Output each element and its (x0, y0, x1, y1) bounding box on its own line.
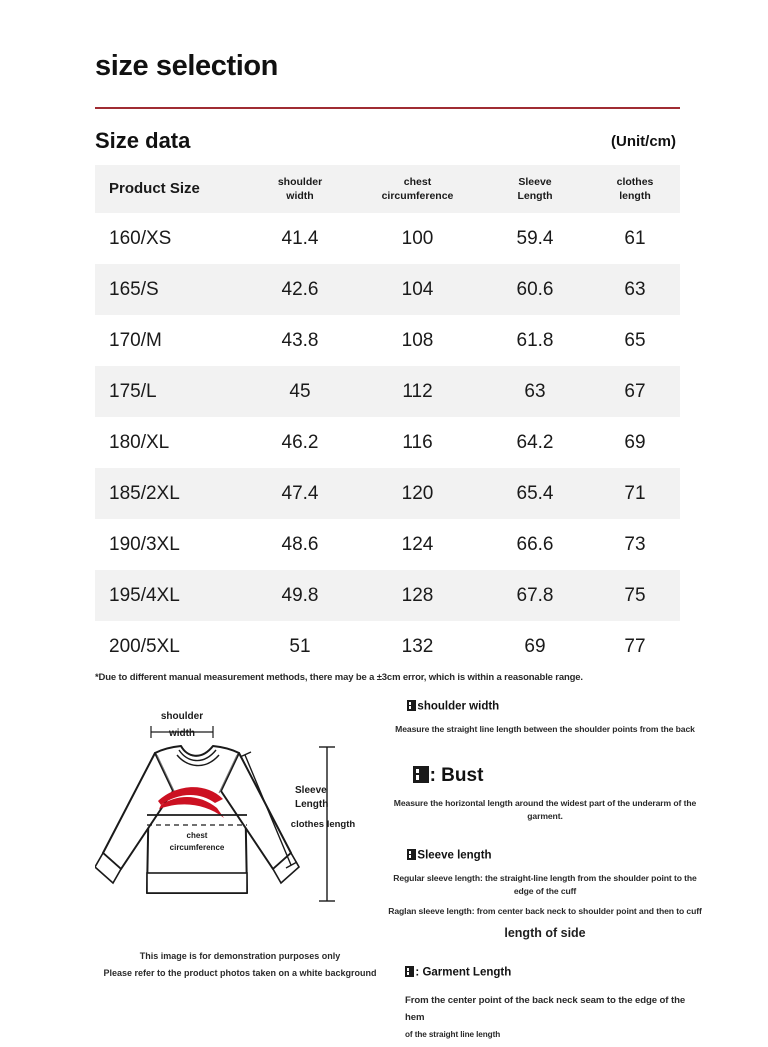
table-row (95, 621, 680, 672)
header-line-2: circumference (381, 190, 454, 202)
table-row (95, 468, 680, 519)
cell-clothes-length: 69 (590, 417, 680, 468)
table-row (95, 519, 680, 570)
cell-shoulder-width: 51 (245, 621, 355, 672)
side-length-label: length of side (504, 926, 586, 941)
instruction-garment-length (385, 966, 705, 1043)
cell-shoulder-width: 47.4 (245, 468, 355, 519)
column-header-shoulder-width (245, 165, 355, 213)
column-header-sleeve-length (480, 165, 590, 213)
cell-chest-circumference: 104 (355, 264, 480, 315)
cell-sleeve-length: 61.8 (480, 315, 590, 366)
header-line-1: shoulder (277, 175, 323, 188)
demonstration-note (95, 948, 385, 982)
garment-length-heading (405, 966, 705, 979)
header-line-2: Length (517, 190, 553, 202)
cell-chest-circumference: 124 (355, 519, 480, 570)
cell-chest-circumference: 116 (355, 417, 480, 468)
garment-length-body-line2 (405, 1027, 705, 1044)
unit-label: (Unit/cm) (611, 132, 676, 150)
accent-divider (95, 107, 680, 109)
demo-note-line-1: This image is for demonstration purposes only (139, 951, 341, 961)
cell-clothes-length: 67 (590, 366, 680, 417)
cell-size: 190/3XL (95, 519, 245, 570)
cell-shoulder-width: 42.6 (245, 264, 355, 315)
demo-note-line-2: Please refer to the product photos taken on a white background (103, 968, 377, 979)
shoulder-width-body: Measure the straight line length between the shoulder points from the back (395, 723, 695, 734)
header-line-1: clothes (616, 175, 654, 188)
sleeve-length-body-raglan: Raglan sleeve length: from center back neck to shoulder point and then to cuff (388, 905, 702, 916)
cell-chest-circumference: 132 (355, 621, 480, 672)
shoulder-width-heading-text: shoulder width (417, 700, 500, 713)
cell-size: 165/S (95, 264, 245, 315)
sleeve-length-body-regular: Regular sleeve length: the straight-line length from the shoulder point to the edge of the cuff (393, 872, 697, 896)
column-header-clothes-length (590, 165, 680, 213)
header-line-2: length (619, 190, 651, 202)
cell-shoulder-width: 46.2 (245, 417, 355, 468)
bust-body: Measure the horizontal length around the widest part of the underarm of the garment. (393, 798, 697, 822)
cell-shoulder-width: 45 (245, 366, 355, 417)
table-caption-row (95, 120, 680, 162)
page-title: size selection (95, 50, 278, 82)
cell-clothes-length: 61 (590, 213, 680, 264)
sleeve-length-heading (407, 849, 705, 862)
instruction-bust (385, 765, 705, 823)
lower-panel (0, 700, 768, 1039)
cell-shoulder-width: 43.8 (245, 315, 355, 366)
cell-size: 200/5XL (95, 621, 245, 672)
table-row (95, 264, 680, 315)
table-body (95, 213, 680, 672)
chest-label-line2: circumference (169, 843, 225, 852)
cell-shoulder-width: 49.8 (245, 570, 355, 621)
cell-size: 175/L (95, 366, 245, 417)
cell-clothes-length: 73 (590, 519, 680, 570)
header-line-1: chest (403, 175, 432, 188)
instruction-shoulder-width (385, 700, 705, 735)
cell-chest-circumference: 120 (355, 468, 480, 519)
chest-label-line1: chest (186, 831, 208, 840)
header-line-2: width (286, 190, 314, 202)
measurement-instructions (385, 700, 705, 1047)
instruction-sleeve-length (385, 849, 705, 940)
table-header-row (95, 165, 680, 213)
column-header-chest-circumference (355, 165, 480, 213)
shoulder-width-heading (407, 700, 705, 713)
sleeve-length-label-line1: Sleeve (295, 785, 327, 796)
sleeve-length-label-line2: Length (295, 799, 329, 810)
cell-chest-circumference: 100 (355, 213, 480, 264)
table-header (95, 165, 680, 213)
numbering-marker-icon (407, 700, 416, 711)
cell-size: 180/XL (95, 417, 245, 468)
table-row (95, 570, 680, 621)
sweatshirt-body (103, 746, 291, 893)
cell-clothes-length: 63 (590, 264, 680, 315)
cell-chest-circumference: 128 (355, 570, 480, 621)
cell-size: 185/2XL (95, 468, 245, 519)
shoulder-width-label-line2: width (168, 728, 196, 739)
size-table (95, 165, 680, 672)
cell-sleeve-length: 66.6 (480, 519, 590, 570)
cell-shoulder-width: 48.6 (245, 519, 355, 570)
numbering-marker-icon (413, 766, 429, 783)
sleeve-length-heading-text: Sleeve length (417, 849, 492, 862)
garment-length-heading-text: : Garment Length (415, 966, 512, 979)
column-header-product-size: Product Size (95, 165, 245, 213)
table-row (95, 213, 680, 264)
sweatshirt-illustration (95, 705, 385, 955)
clothes-length-label: clothes length (290, 819, 356, 830)
table-row (95, 366, 680, 417)
garment-length-body-line1: From the center point of the back neck seam to the edge of the hem (405, 994, 686, 1023)
measurement-footnote: *Due to different manual measurement methods, there may be a ±3cm error, which is within a reasonable range. (95, 672, 583, 683)
cell-sleeve-length: 67.8 (480, 570, 590, 621)
bust-heading (413, 765, 705, 787)
cell-sleeve-length: 60.6 (480, 264, 590, 315)
cell-size: 170/M (95, 315, 245, 366)
table-row (95, 315, 680, 366)
garment-diagram (95, 700, 385, 1024)
cell-clothes-length: 75 (590, 570, 680, 621)
cell-sleeve-length: 64.2 (480, 417, 590, 468)
cell-sleeve-length: 65.4 (480, 468, 590, 519)
cell-size: 160/XS (95, 213, 245, 264)
table-row (95, 417, 680, 468)
numbering-marker-icon (405, 966, 414, 977)
header-line-1: Sleeve (518, 175, 552, 188)
numbering-marker-icon (407, 849, 416, 860)
cell-sleeve-length: 63 (480, 366, 590, 417)
cell-chest-circumference: 112 (355, 366, 480, 417)
bust-heading-text: : Bust (429, 765, 484, 787)
cell-sleeve-length: 69 (480, 621, 590, 672)
shoulder-width-label-line1: shoulder (160, 711, 204, 722)
cell-size: 195/4XL (95, 570, 245, 621)
cell-shoulder-width: 41.4 (245, 213, 355, 264)
cell-clothes-length: 71 (590, 468, 680, 519)
cell-sleeve-length: 59.4 (480, 213, 590, 264)
hem-band (147, 873, 247, 893)
garment-length-body-line2-text: of the straight line length (405, 1029, 501, 1039)
cell-chest-circumference: 108 (355, 315, 480, 366)
size-data-label: Size data (95, 128, 191, 153)
cell-clothes-length: 65 (590, 315, 680, 366)
cell-clothes-length: 77 (590, 621, 680, 672)
